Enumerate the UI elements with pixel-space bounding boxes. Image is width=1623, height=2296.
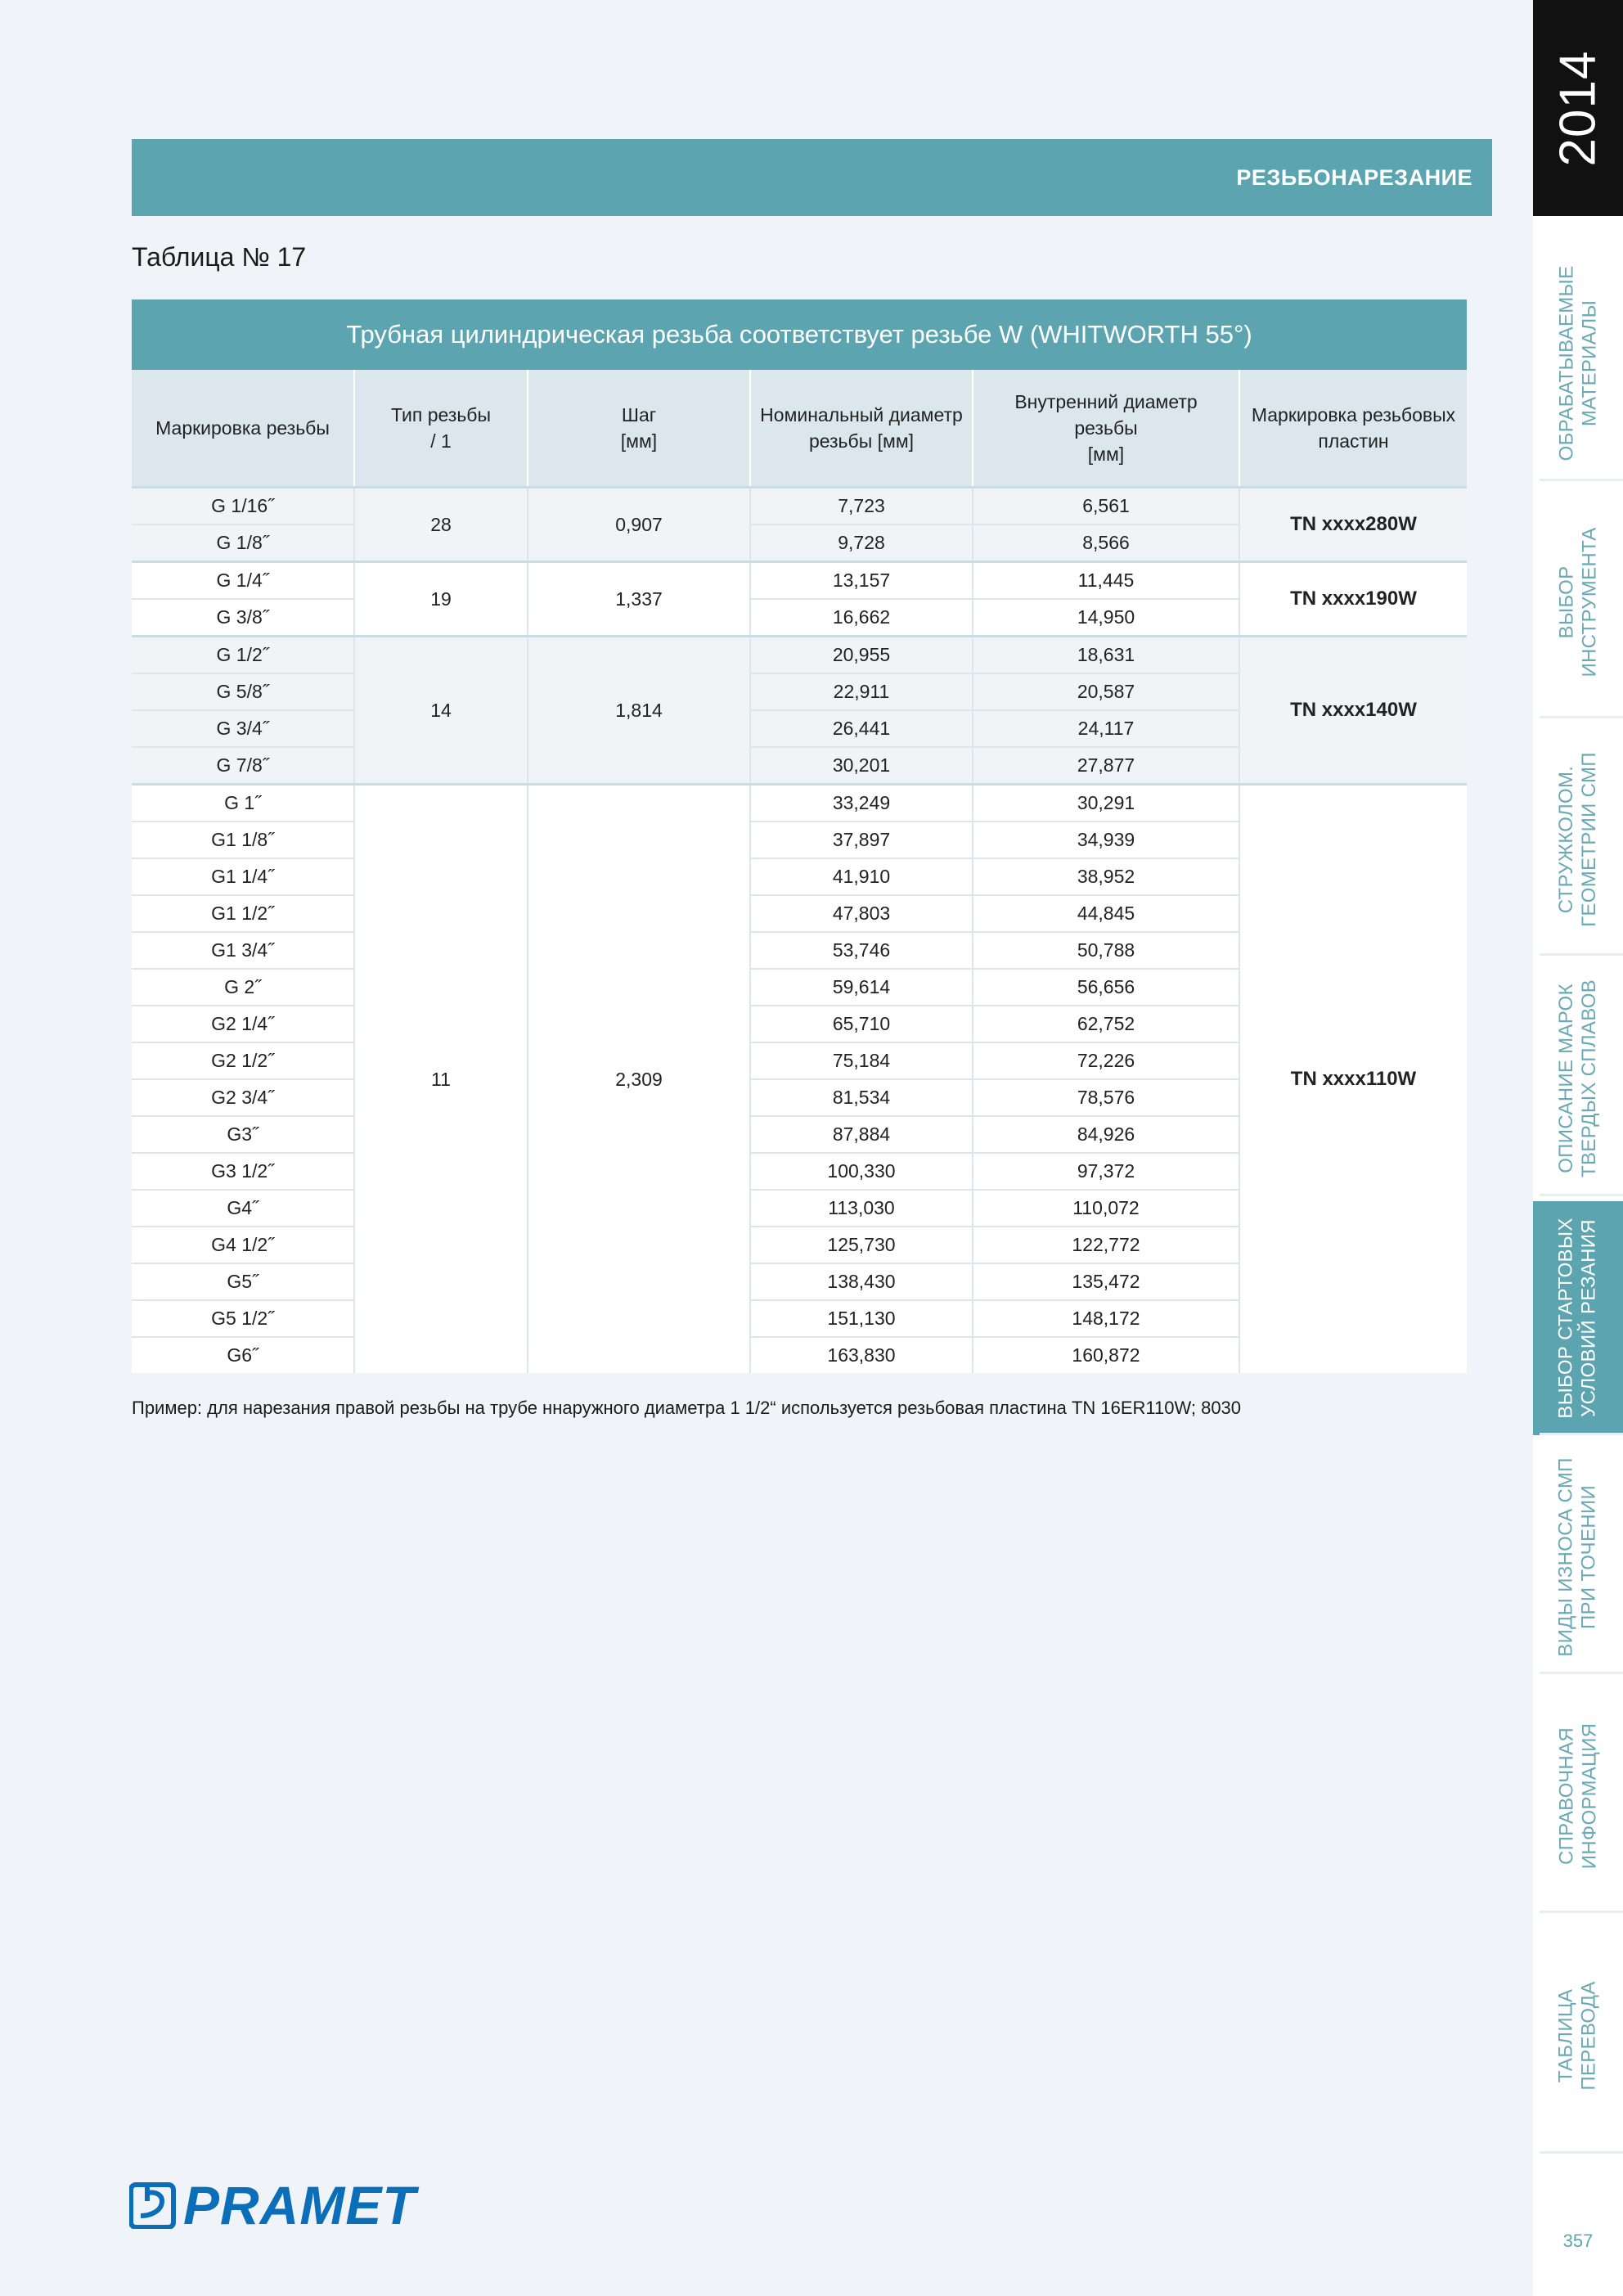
nominal-diameter-cell: 100,330 bbox=[750, 1153, 973, 1190]
inner-diameter-cell: 50,788 bbox=[973, 932, 1239, 969]
data-table bbox=[132, 370, 1467, 1373]
inner-diameter-cell: 97,372 bbox=[973, 1153, 1239, 1190]
nominal-diameter-cell: 163,830 bbox=[750, 1337, 973, 1373]
sidebar-tab-label: ТАБЛИЦА ПЕРЕВОДА bbox=[1555, 1981, 1601, 2091]
nominal-diameter-cell: 87,884 bbox=[750, 1116, 973, 1153]
nominal-diameter-cell: 65,710 bbox=[750, 1006, 973, 1042]
thread-type-cell: 14 bbox=[354, 637, 528, 785]
insert-marking-cell: TN xxxx190W bbox=[1239, 562, 1467, 637]
table-caption: Таблица № 17 bbox=[132, 242, 307, 272]
col-inner-diameter-header: Внутренний диаметр резьбы [мм] bbox=[973, 370, 1239, 488]
nominal-diameter-cell: 22,911 bbox=[750, 673, 973, 710]
thread-marking-cell: G 1˝ bbox=[132, 785, 354, 822]
insert-marking-cell: TN xxxx280W bbox=[1239, 488, 1467, 562]
thread-marking-cell: G1 1/8˝ bbox=[132, 822, 354, 858]
thread-marking-cell: G 5/8˝ bbox=[132, 673, 354, 710]
sidebar-tab-5[interactable] bbox=[1533, 1201, 1623, 1435]
sidebar-tab-1[interactable] bbox=[1533, 245, 1623, 481]
nominal-diameter-cell: 26,441 bbox=[750, 710, 973, 747]
sidebar-tab-6[interactable] bbox=[1533, 1440, 1623, 1674]
thread-marking-cell: G 3/8˝ bbox=[132, 599, 354, 637]
table-row bbox=[132, 637, 1467, 674]
col-pitch-header: Шаг [мм] bbox=[528, 370, 750, 488]
inner-diameter-cell: 20,587 bbox=[973, 673, 1239, 710]
inner-diameter-cell: 62,752 bbox=[973, 1006, 1239, 1042]
inner-diameter-cell: 8,566 bbox=[973, 524, 1239, 562]
inner-diameter-cell: 34,939 bbox=[973, 822, 1239, 858]
nominal-diameter-cell: 41,910 bbox=[750, 858, 973, 895]
nominal-diameter-cell: 81,534 bbox=[750, 1079, 973, 1116]
sidebar-tab-label: ВИДЫ ИЗНОСА СМП ПРИ ТОЧЕНИИ bbox=[1555, 1457, 1600, 1657]
header-row bbox=[132, 370, 1467, 488]
table-body bbox=[132, 488, 1467, 1374]
table-row bbox=[132, 488, 1467, 525]
sidebar-tab-8[interactable] bbox=[1533, 1918, 1623, 2154]
section-title: РЕЗЬБОНАРЕЗАНИЕ bbox=[1236, 164, 1472, 190]
table-row bbox=[132, 562, 1467, 600]
nominal-diameter-cell: 20,955 bbox=[750, 637, 973, 674]
sidebar-tab-label: СПРАВОЧНАЯ ИНФОРМАЦИЯ bbox=[1555, 1722, 1601, 1870]
inner-diameter-cell: 148,172 bbox=[973, 1300, 1239, 1337]
nominal-diameter-cell: 75,184 bbox=[750, 1042, 973, 1079]
pitch-cell: 0,907 bbox=[528, 488, 750, 562]
inner-diameter-cell: 11,445 bbox=[973, 562, 1239, 600]
nominal-diameter-cell: 33,249 bbox=[750, 785, 973, 822]
nominal-diameter-cell: 138,430 bbox=[750, 1263, 973, 1300]
page-number: 357 bbox=[1562, 2231, 1594, 2251]
year-box bbox=[1533, 0, 1623, 216]
thread-type-cell: 28 bbox=[354, 488, 528, 562]
nominal-diameter-cell: 16,662 bbox=[750, 599, 973, 637]
thread-marking-cell: G2 1/2˝ bbox=[132, 1042, 354, 1079]
nominal-diameter-cell: 113,030 bbox=[750, 1190, 973, 1227]
col-marking-header: Маркировка резьбы bbox=[132, 370, 354, 488]
sidebar-tab-label: СТРУЖКОЛОМ. ГЕОМЕТРИИ СМП bbox=[1555, 752, 1600, 927]
sidebar-tab-2[interactable] bbox=[1533, 486, 1623, 718]
nominal-diameter-cell: 53,746 bbox=[750, 932, 973, 969]
inner-diameter-cell: 78,576 bbox=[973, 1079, 1239, 1116]
pitch-cell: 1,814 bbox=[528, 637, 750, 785]
col-tpi-header: Тип резьбы / 1 bbox=[354, 370, 528, 488]
pitch-cell: 2,309 bbox=[528, 785, 750, 1374]
pramet-logo bbox=[129, 2175, 416, 2235]
inner-diameter-cell: 56,656 bbox=[973, 969, 1239, 1006]
example-note: Пример: для нарезания правой резьбы на трубе ннаружного диаметра 1 1/2“ используется резьбовая пластина TN 16ER110W; 8030 bbox=[132, 1398, 1242, 1418]
inner-diameter-cell: 160,872 bbox=[973, 1337, 1239, 1373]
section-header bbox=[132, 139, 1492, 216]
sidebar-tab-4[interactable] bbox=[1533, 961, 1623, 1196]
nominal-diameter-cell: 125,730 bbox=[750, 1227, 973, 1263]
table-title: Трубная цилиндрическая резьба соответствует резьбе W (WHITWORTH 55°) bbox=[132, 299, 1467, 370]
thread-marking-cell: G 7/8˝ bbox=[132, 747, 354, 785]
sidebar-tab-label: ОПИСАНИЕ МАРОК ТВЕРДЫХ СПЛАВОВ bbox=[1555, 979, 1601, 1177]
inner-diameter-cell: 27,877 bbox=[973, 747, 1239, 785]
thread-marking-cell: G 2˝ bbox=[132, 969, 354, 1006]
nominal-diameter-cell: 151,130 bbox=[750, 1300, 973, 1337]
insert-marking-cell: TN xxxx110W bbox=[1239, 785, 1467, 1374]
thread-type-cell: 11 bbox=[354, 785, 528, 1374]
thread-marking-cell: G 1/2˝ bbox=[132, 637, 354, 674]
thread-marking-cell: G1 1/4˝ bbox=[132, 858, 354, 895]
thread-marking-cell: G3 1/2˝ bbox=[132, 1153, 354, 1190]
thread-marking-cell: G2 1/4˝ bbox=[132, 1006, 354, 1042]
inner-diameter-cell: 110,072 bbox=[973, 1190, 1239, 1227]
thread-table bbox=[132, 299, 1467, 1373]
sidebar-tab-7[interactable] bbox=[1533, 1679, 1623, 1913]
inner-diameter-cell: 72,226 bbox=[973, 1042, 1239, 1079]
inner-diameter-cell: 18,631 bbox=[973, 637, 1239, 674]
nominal-diameter-cell: 30,201 bbox=[750, 747, 973, 785]
table-row bbox=[132, 785, 1467, 822]
inner-diameter-cell: 6,561 bbox=[973, 488, 1239, 525]
nominal-diameter-cell: 7,723 bbox=[750, 488, 973, 525]
inner-diameter-cell: 135,472 bbox=[973, 1263, 1239, 1300]
thread-marking-cell: G 3/4˝ bbox=[132, 710, 354, 747]
thread-marking-cell: G6˝ bbox=[132, 1337, 354, 1373]
thread-marking-cell: G5˝ bbox=[132, 1263, 354, 1300]
col-insert-marking-header: Маркировка резьбовых пластин bbox=[1239, 370, 1467, 488]
year-label: 2014 bbox=[1549, 50, 1607, 166]
inner-diameter-cell: 44,845 bbox=[973, 895, 1239, 932]
thread-marking-cell: G3˝ bbox=[132, 1116, 354, 1153]
thread-type-cell: 19 bbox=[354, 562, 528, 637]
pitch-cell: 1,337 bbox=[528, 562, 750, 637]
thread-marking-cell: G4 1/2˝ bbox=[132, 1227, 354, 1263]
thread-marking-cell: G4˝ bbox=[132, 1190, 354, 1227]
logo-mark-icon bbox=[129, 2181, 177, 2229]
sidebar-tab-3[interactable] bbox=[1533, 723, 1623, 956]
section-sidebar bbox=[1533, 0, 1623, 2296]
sidebar-tab-label: ВЫБОР ИНСТРУМЕНТА bbox=[1555, 527, 1601, 678]
col-nominal-diameter-header: Номинальный диаметр резьбы [мм] bbox=[750, 370, 973, 488]
inner-diameter-cell: 122,772 bbox=[973, 1227, 1239, 1263]
thread-marking-cell: G 1/4˝ bbox=[132, 562, 354, 600]
thread-marking-cell: G1 3/4˝ bbox=[132, 932, 354, 969]
nominal-diameter-cell: 9,728 bbox=[750, 524, 973, 562]
nominal-diameter-cell: 13,157 bbox=[750, 562, 973, 600]
thread-marking-cell: G2 3/4˝ bbox=[132, 1079, 354, 1116]
thread-marking-cell: G5 1/2˝ bbox=[132, 1300, 354, 1337]
thread-marking-cell: G 1/16˝ bbox=[132, 488, 354, 525]
logo-text: PRAMET bbox=[183, 2175, 416, 2235]
nominal-diameter-cell: 59,614 bbox=[750, 969, 973, 1006]
sidebar-tab-label: ОБРАБАТЫВАЕМЫЕ МАТЕРИАЛЫ bbox=[1555, 265, 1601, 461]
inner-diameter-cell: 30,291 bbox=[973, 785, 1239, 822]
nominal-diameter-cell: 47,803 bbox=[750, 895, 973, 932]
inner-diameter-cell: 14,950 bbox=[973, 599, 1239, 637]
thread-marking-cell: G 1/8˝ bbox=[132, 524, 354, 562]
insert-marking-cell: TN xxxx140W bbox=[1239, 637, 1467, 785]
inner-diameter-cell: 38,952 bbox=[973, 858, 1239, 895]
nominal-diameter-cell: 37,897 bbox=[750, 822, 973, 858]
inner-diameter-cell: 24,117 bbox=[973, 710, 1239, 747]
sidebar-tab-label: ВЫБОР СТАРТОВЫХ УСЛОВИЙ РЕЗАНИЯ bbox=[1555, 1218, 1600, 1419]
inner-diameter-cell: 84,926 bbox=[973, 1116, 1239, 1153]
thread-marking-cell: G1 1/2˝ bbox=[132, 895, 354, 932]
